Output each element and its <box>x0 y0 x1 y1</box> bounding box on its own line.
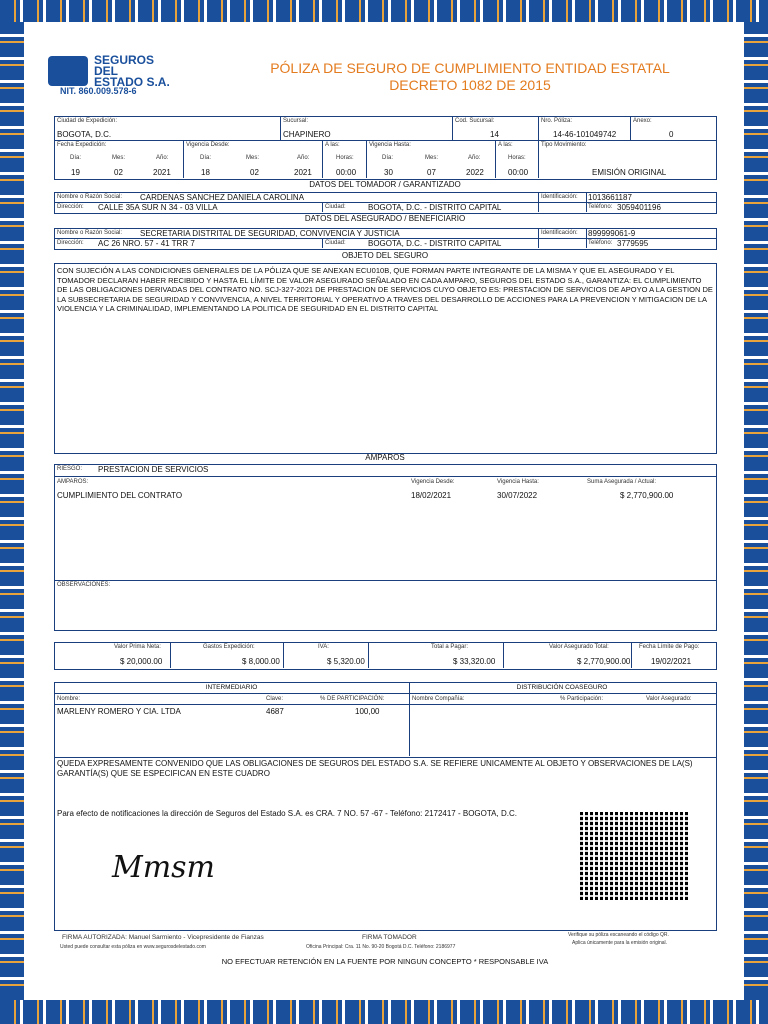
value-amparo-desde: 18/02/2021 <box>411 491 452 500</box>
value-ciudad-asegurado: BOGOTA, D.C. - DISTRITO CAPITAL <box>368 239 502 248</box>
signature-line <box>62 930 248 931</box>
value-prima-neta: $ 20,000.00 <box>120 657 163 666</box>
divider <box>538 192 539 212</box>
label-ciudad-tomador: Ciudad: <box>325 204 346 210</box>
decorative-border-top <box>0 0 768 22</box>
label-horas: Horas: <box>336 155 354 161</box>
divider <box>54 580 716 581</box>
divider <box>322 238 323 248</box>
divider <box>368 642 369 668</box>
label-nro-poliza: Nro. Póliza: <box>541 118 573 124</box>
divider <box>409 682 410 756</box>
label-iva: IVA: <box>318 644 329 650</box>
section-tomador-heading: DATOS DEL TOMADOR / GARANTIZADO <box>309 180 461 189</box>
value-tipo-movimiento: EMISIÓN ORIGINAL <box>592 168 667 177</box>
label-total-pagar: Total a Pagar: <box>431 644 469 650</box>
divider <box>54 704 716 705</box>
value-ciudad-expedicion: BOGOTA, D.C. <box>57 130 112 139</box>
value-nro-poliza: 14-46-101049742 <box>553 130 617 139</box>
value-ciudad-tomador: BOGOTA, D.C. - DISTRITO CAPITAL <box>368 203 502 212</box>
title-line1: PÓLIZA DE SEGURO DE CUMPLIMIENTO ENTIDAD ESTATAL <box>270 60 670 76</box>
value-desde-ano: 2021 <box>294 168 312 177</box>
label-prima-neta: Valor Prima Neta: <box>114 644 161 650</box>
divider <box>322 202 323 212</box>
value-fecha-limite-pago: 19/02/2021 <box>651 657 692 666</box>
divider <box>170 642 171 668</box>
label-ano: Año: <box>156 155 169 161</box>
value-direccion-asegurado: AC 26 NRO. 57 - 41 TRR 7 <box>98 239 195 248</box>
decorative-border-left <box>0 22 24 1000</box>
decorative-border-bottom <box>0 1000 768 1024</box>
section-coaseguro-heading: DISTRIBUCIÓN COASEGURO <box>516 684 608 691</box>
label-gastos-expedicion: Gastos Expedición: <box>203 644 255 650</box>
retencion-notice: NO EFECTUAR RETENCIÓN EN LA FUENTE POR NINGUN CONCEPTO * RESPONSABLE IVA <box>221 957 549 966</box>
label-dia: Día: <box>382 155 394 161</box>
value-hasta-mes: 07 <box>427 168 436 177</box>
company-logo-text <box>94 55 170 88</box>
divider <box>280 116 281 140</box>
label-amparos: AMPAROS: <box>57 479 89 485</box>
value-clave: 4687 <box>266 707 284 716</box>
label-horas: Horas: <box>508 155 526 161</box>
label-identificacion-asegurado: Identificación: <box>541 230 578 236</box>
company-logo-icon <box>48 56 88 86</box>
label-mes: Mes: <box>112 155 126 161</box>
label-vigencia-hasta: Vigencia Hasta: <box>369 142 411 148</box>
label-identificacion-tomador: Identificación: <box>541 194 578 200</box>
value-hasta-horas: 00:00 <box>508 168 529 177</box>
value-nombre-asegurado: SECRETARIA DISTRITAL DE SEGURIDAD, CONVIVENCIA Y JUSTICIA <box>140 229 400 238</box>
value-amparo: CUMPLIMIENTO DEL CONTRATO <box>57 491 183 500</box>
value-desde-horas: 00:00 <box>336 168 357 177</box>
label-sucursal: Sucursal: <box>283 118 309 124</box>
label-mes: Mes: <box>246 155 260 161</box>
label-nombre-compania: Nombre Compañía: <box>412 696 465 702</box>
divider <box>183 140 184 178</box>
logo-line3: ESTADO S.A. <box>94 75 170 89</box>
divider <box>586 192 587 212</box>
oficina-principal-text: Oficina Principal: Cra. 11 No. 90-20 Bogotá D.C. Teléfono: 2186977 <box>306 944 456 950</box>
notification-text: Para efecto de notificaciones la dirección de Seguros del Estado S.A. es CRA. 7 NO. 57 -67 - Teléfono: 2172417 - BOGOTA, D.C. <box>57 809 517 818</box>
label-telefono-asegurado: Teléfono: <box>588 240 613 246</box>
label-nombre-tomador: Nombre o Razón Social: <box>57 194 123 200</box>
label-a-las-2: A las: <box>498 142 513 148</box>
label-participacion: % DE PARTICIPACIÓN: <box>320 696 385 702</box>
label-valor-asegurado-total: Valor Asegurado Total: <box>549 644 609 650</box>
firma-autorizada-text: FIRMA AUTORIZADA: Manuel Sarmiento - Vicepresidente de Fianzas <box>62 934 264 941</box>
label-fecha-expedicion: Fecha Expedición: <box>57 142 107 148</box>
divider <box>586 228 587 248</box>
value-intermediario-nombre: MARLENY ROMERO Y CIA. LTDA <box>57 707 181 716</box>
label-dia: Día: <box>70 155 82 161</box>
label-a-las: A las: <box>325 142 340 148</box>
value-gastos-expedicion: $ 8,000.00 <box>242 657 280 666</box>
label-ano: Año: <box>468 155 481 161</box>
value-total-pagar: $ 33,320.00 <box>453 657 496 666</box>
divider <box>366 140 367 178</box>
value-telefono-asegurado: 3779595 <box>617 239 649 248</box>
value-identificacion-asegurado: 899999061-9 <box>588 229 636 238</box>
value-telefono-tomador: 3059401196 <box>617 203 661 212</box>
label-suma-asegurada: Suma Asegurada / Actual: <box>587 479 657 485</box>
title-line2: DECRETO 1082 DE 2015 <box>389 77 551 93</box>
divider <box>538 116 539 178</box>
divider <box>54 693 716 694</box>
label-amparo-vigencia-desde: Vigencia Desde: <box>411 479 455 485</box>
label-ciudad-expedicion: Ciudad de Expedición: <box>57 118 118 124</box>
value-amparo-hasta: 30/07/2022 <box>497 491 538 500</box>
divider <box>538 228 539 248</box>
divider <box>631 642 632 668</box>
signature-line-tomador <box>330 930 430 931</box>
label-valor-asegurado-coaseguro: Valor Asegurado: <box>646 696 692 702</box>
qr-note-2: Aplica únicamente para la emisión original. <box>572 940 668 946</box>
logo-line1: SEGUROS <box>94 53 155 67</box>
label-ano: Año: <box>297 155 310 161</box>
amparos-box <box>54 464 717 631</box>
value-sucursal: CHAPINERO <box>283 130 331 139</box>
value-identificacion-tomador: 1013661187 <box>588 193 632 202</box>
label-anexo: Anexo: <box>633 118 652 124</box>
divider <box>452 116 453 140</box>
consultar-poliza-text: Usted puede consultar esta póliza en www.segurosdelestado.com <box>60 944 206 950</box>
divider <box>630 116 631 140</box>
divider <box>54 140 716 141</box>
label-tipo-movimiento: Tipo Movimiento: <box>541 142 587 148</box>
section-amparos-heading: AMPAROS <box>365 453 405 462</box>
divider <box>495 140 496 178</box>
divider <box>322 140 323 178</box>
label-vigencia-desde: Vigencia Desde: <box>186 142 230 148</box>
label-fecha-limite-pago: Fecha Límite de Pago: <box>639 644 700 650</box>
value-hasta-dia: 30 <box>384 168 393 177</box>
label-riesgo: RIESGO: <box>57 466 83 472</box>
value-exp-dia: 19 <box>71 168 80 177</box>
document-title <box>250 60 690 94</box>
divider <box>283 642 284 668</box>
value-nombre-tomador: CARDENAS SANCHEZ DANIELA CAROLINA <box>140 193 305 202</box>
label-cod-sucursal: Cod. Sucursal: <box>455 118 495 124</box>
label-direccion-asegurado: Dirección: <box>57 240 84 246</box>
value-hasta-ano: 2022 <box>466 168 484 177</box>
label-clave: Clave: <box>266 696 284 702</box>
firma-tomador-text: FIRMA TOMADOR <box>362 934 417 941</box>
label-telefono-tomador: Teléfono: <box>588 204 613 210</box>
divider <box>503 642 504 668</box>
section-intermediario-heading: INTERMEDIARIO <box>205 684 258 691</box>
company-nit: NIT. 860.009.578-6 <box>60 86 137 96</box>
value-participacion: 100,00 <box>355 707 380 716</box>
value-direccion-tomador: CALLE 35A SUR N 34 - 03 VILLA <box>98 203 218 212</box>
decorative-border-right <box>744 22 768 1000</box>
label-observaciones: OBSERVACIONES: <box>57 582 111 588</box>
value-anexo: 0 <box>669 130 674 139</box>
value-exp-mes: 02 <box>114 168 123 177</box>
label-nombre-asegurado: Nombre o Razón Social: <box>57 230 123 236</box>
label-dia: Día: <box>200 155 212 161</box>
objeto-text: CON SUJECIÓN A LAS CONDICIONES GENERALES DE LA PÓLIZA QUE SE ANEXAN ECU010B, QUE FORMAN PARTE INTEGRANTE DE LA MISMA Y QUE EL ASEGURADO Y EL TOMADOR DECLARAN HABER RECIBIDO Y HASTA EL LÍMITE DE VALOR ASEGURADO SEÑALADO EN CADA AMPARO, SEGUROS DEL ESTADO S.A., GARANTIZA: EL CUMPLIMIENTO DE LAS OBLIGACIONES DERIVADAS DEL CONTRATO NO. SCJ-327-2021 DE PRESTACION DE SERVICIOS CUYO OBJETO ES: PRESTACION DE SERVICIOS DE APOYO A LA GESTION DE LA SUBSECRETARIA DE SEGURIDAD Y CONVIVENCIA, A NIVEL TERRITORIAL Y OPERATIVO A TRAVES DEL DESARROLLO DE ACCIONES PARA LA PREVENCION Y MITIGACION DE LA VIOLENCIA Y LA CRIMINALIDAD, IMPLEMENTANDO LA POLITICA DE SEGURIDAD EN EL DISTRITO CAPITAL <box>57 266 713 313</box>
section-asegurado-heading: DATOS DEL ASEGURADO / BENEFICIARIO <box>304 214 466 223</box>
clause-text: QUEDA EXPRESAMENTE CONVENIDO QUE LAS OBLIGACIONES DE SEGUROS DEL ESTADO S.A. SE REFIERE UNICAMENTE AL OBJETO Y OBSERVACIONES DE LA(S) GARANTÍA(S) QUE SE ESPECIFICAN EN ESTE CUADRO <box>57 759 693 778</box>
label-direccion-tomador: Dirección: <box>57 204 84 210</box>
value-exp-ano: 2021 <box>153 168 171 177</box>
label-intermediario-nombre: Nombre: <box>57 696 81 702</box>
value-iva: $ 5,320.00 <box>327 657 365 666</box>
signature: Mmsm <box>112 850 216 885</box>
value-cod-sucursal: 14 <box>490 130 499 139</box>
value-desde-mes: 02 <box>250 168 259 177</box>
logo-line2: DEL <box>94 64 118 78</box>
value-riesgo: PRESTACION DE SERVICIOS <box>98 465 209 474</box>
label-participacion-coaseguro: % Participación: <box>560 696 604 702</box>
qr-note-1: Verifique su póliza escaneando el código QR. <box>568 932 669 938</box>
value-valor-asegurado-total: $ 2,770,900.00 <box>577 657 631 666</box>
value-desde-dia: 18 <box>201 168 210 177</box>
value-suma-asegurada: $ 2,770,900.00 <box>620 491 674 500</box>
label-amparo-vigencia-hasta: Vigencia Hasta: <box>497 479 539 485</box>
qr-code-icon <box>580 812 688 900</box>
label-ciudad-asegurado: Ciudad: <box>325 240 346 246</box>
divider <box>54 476 716 477</box>
label-mes: Mes: <box>425 155 439 161</box>
section-objeto-heading: OBJETO DEL SEGURO <box>341 251 429 260</box>
